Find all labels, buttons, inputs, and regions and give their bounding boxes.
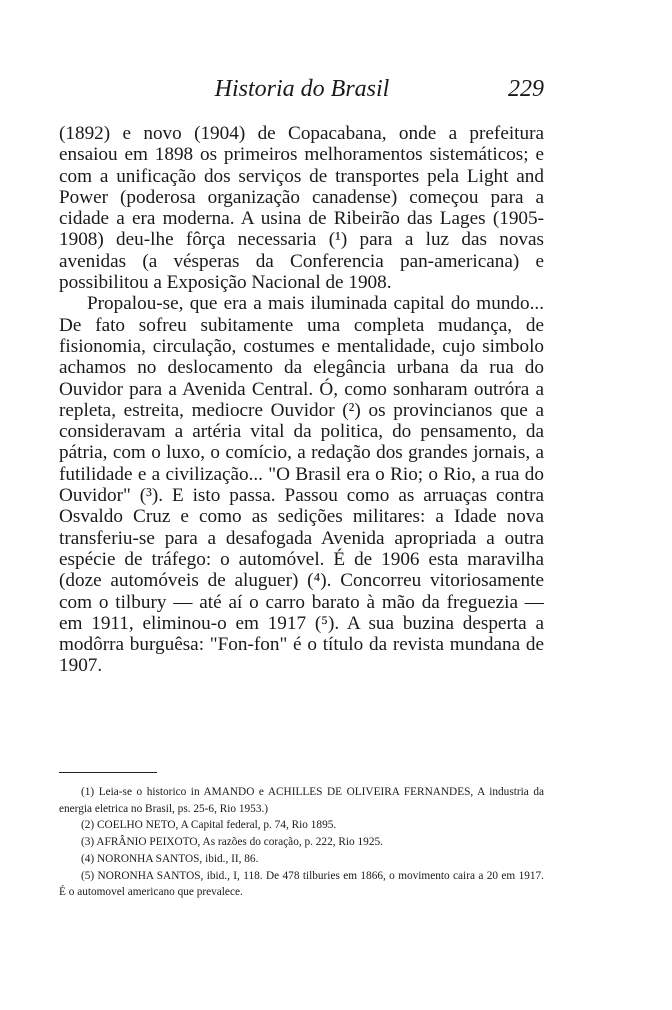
paragraph-2: Propalou-se, que era a mais iluminada capital do mundo... De fato sofreu subitamente uma completa mudança, de fisionomia, circulação, costumes e mentalidade, cujo simbolo achamos no deslocamento da elegância urbana da rua do Ouvidor para a Avenida Central. Ó, como sonharam outróra a repleta, estreita, mediocre Ouvidor (²) os provincianos que a consideravam a artéria vital da politica, do pensamento, da pátria, com o luxo, o comício, a redação dos grandes jornais, a futilidade e a civilização... "O Brasil era o Rio; o Rio, a rua do Ouvidor" (³). E isto passa. Passou como as arruaças contra Osvaldo Cruz e como as sedições militares: a Idade nova transferiu-se para a desafogada Avenida apropriada a outra espécie de tráfego: o automóvel. É de 1906 esta maravilha (doze automóveis de aluguer) (⁴). Concorreu vitoriosamente com o tilbury — até aí o carro barato à mão da freguezia — em 1911, eliminou-o em 1917 (⁵). A sua buzina desperta a modôrra burguêsa: "Fon-fon" é o título da revista mundana de 1907. xyxy=(59,293,544,677)
footnote-rule xyxy=(59,772,157,773)
running-title: Historia do Brasil xyxy=(214,76,390,102)
page-number: 229 xyxy=(508,76,544,102)
footnote-1: (1) Leia-se o historico in AMANDO e ACHILLES DE OLIVEIRA FERNANDES, A industria da energia eletrica no Brasil, ps. 25-6, Rio 1953.) xyxy=(59,786,544,815)
footnotes xyxy=(59,784,544,901)
footnote-4: (4) NORONHA SANTOS, ibid., II, 86. xyxy=(81,852,259,865)
paragraph-1: (1892) e novo (1904) de Copacabana, onde a prefeitura ensaiou em 1898 os primeiros melhoramentos sistemáticos; e com a unificação dos serviços de transportes pela Light and Power (poderosa organização canadense) começou para a cidade a era moderna. A usina de Ribeirão das Lages (1905-1908) deu-lhe fôrça necessaria (¹) para a luz das novas avenidas (a vésperas da Conferencia pan-americana) e possibilitou a Exposição Nacional de 1908. xyxy=(59,123,544,294)
page-header xyxy=(60,74,544,104)
footnote-2: (2) COELHO NETO, A Capital federal, p. 74, Rio 1895. xyxy=(81,819,337,832)
footnote-3: (3) AFRÂNIO PEIXOTO, As razões do coração, p. 222, Rio 1925. xyxy=(81,836,383,849)
body-text xyxy=(59,123,544,677)
footnote-5: (5) NORONHA SANTOS, ibid., I, 118. De 478 tilburies em 1866, o movimento caira a 20 em 1917. É o automovel americano que prevalece. xyxy=(59,869,544,899)
